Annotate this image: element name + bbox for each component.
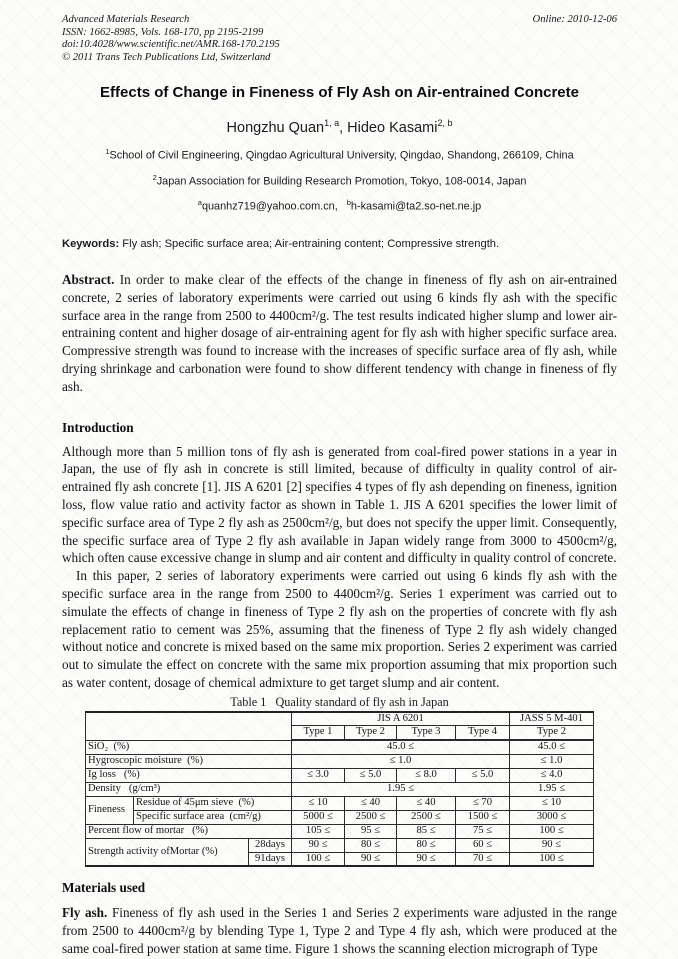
flow-type4: 75 ≤ xyxy=(456,824,510,838)
table-row-moisture xyxy=(85,754,593,768)
affiliation-2-text: Japan Association for Building Research Promotion, Tokyo, 108-0014, Japan xyxy=(156,175,527,188)
author-2-superscript: 2, b xyxy=(437,118,453,129)
residue-jass: ≤ 10 xyxy=(510,796,594,810)
author-1-name: Hongzhu Quan xyxy=(226,120,325,137)
row-label-residue: Residue of 45μm sieve (%) xyxy=(133,796,291,810)
keywords-label: Keywords: xyxy=(62,238,120,251)
issn-line: ISSN: 1662-8985, Vols. 168-170, pp 2195-2199 xyxy=(62,26,264,38)
type-header-jass: Type 2 xyxy=(510,726,594,740)
type-header-2: Type 2 xyxy=(345,726,397,740)
section-heading-introduction: Introduction xyxy=(62,419,134,435)
igloss-jass: ≤ 4.0 xyxy=(510,768,594,782)
authors-line xyxy=(62,113,617,138)
affiliation-1 xyxy=(62,144,617,164)
sio2-jis-value: 45.0 ≤ xyxy=(292,740,510,754)
moisture-jass-value: ≤ 1.0 xyxy=(510,754,594,768)
flow-type1: 105 ≤ xyxy=(292,824,345,838)
table-row-header-groups xyxy=(85,712,593,726)
igloss-type4: ≤ 5.0 xyxy=(456,768,510,782)
journal-name: Advanced Materials Research xyxy=(62,14,190,25)
affiliation-2-superscript: 2 xyxy=(152,172,157,182)
igloss-type1: ≤ 3.0 xyxy=(292,768,345,782)
residue-type4: ≤ 70 xyxy=(456,796,510,810)
type-header-1: Type 1 xyxy=(292,726,345,740)
residue-type1: ≤ 10 xyxy=(292,796,345,810)
keywords-line xyxy=(62,237,617,252)
density-jis-value: 1.95 ≤ xyxy=(292,782,510,796)
paper-title: Effects of Change in Fineness of Fly Ash on Air-entrained Concrete xyxy=(100,84,579,102)
table-row-flow xyxy=(85,824,593,838)
column-group-jis: JIS A 6201 xyxy=(292,712,510,726)
residue-type2: ≤ 40 xyxy=(345,796,397,810)
abstract-label: Abstract. xyxy=(62,272,115,288)
igloss-type3: ≤ 8.0 xyxy=(397,768,456,782)
row-label-91days: 91days xyxy=(248,852,291,866)
strength91-type4: 70 ≤ xyxy=(456,852,510,866)
abstract-text: In order to make clear of the effects of the change in fineness of fly ash on air-entrained concrete, 2 series of laboratory experiments were carried out using 6 kinds fly ash with the specific surface area in the range from 2500 to 4400cm²/g. The test results indicated higher slump and lower air-entraining content and higher dosage of air-entraining agent for fly ash with higher specific surface area. Compressive strength was found to increase with the increases of specific surface area of fly ash, while drying shrinkage and carbonation were found to show different tendency with change in fineness of fly ash. xyxy=(62,272,617,394)
email-a: quanhz719@yahoo.com.cn, xyxy=(201,201,338,214)
table1-caption: Table 1 Quality standard of fly ash in Japan xyxy=(230,694,449,709)
sio2-jass-value: 45.0 ≤ xyxy=(510,740,594,754)
table-row-strength-28d xyxy=(85,838,593,852)
email-b-superscript: b xyxy=(346,198,351,208)
journal-header xyxy=(62,14,617,64)
row-label-igloss: Ig loss (%) xyxy=(85,768,291,782)
emails-line xyxy=(62,195,617,215)
strength91-type3: 90 ≤ xyxy=(397,852,456,866)
author-2-name: Hideo Kasami xyxy=(347,120,438,137)
row-label-fineness: Fineness xyxy=(85,796,133,824)
surface-type2: 2500 ≤ xyxy=(345,810,397,824)
email-a-superscript: a xyxy=(197,198,202,208)
surface-jass: 3000 ≤ xyxy=(510,810,594,824)
table-row-fineness-residue xyxy=(85,796,593,810)
author-separator: , xyxy=(339,120,348,137)
keywords-text: Fly ash; Specific surface area; Air-entraining content; Compressive strength. xyxy=(119,238,500,251)
intro-paragraph-2: In this paper, 2 series of laboratory experiments were carried out using 6 kinds fly ash with the specific surface area in the range from 2500 to 4400cm²/g. Series 1 experiment was carried out to simulate the effects of change in fineness of Type 2 fly ash on the properties of concrete with fly ash replacement ratio to cement was 25%, assuming that the fineness of Type 2 fly ash widely changed without notice and concrete is mixed based on the same mix proportion. Series 2 experiment was carried out to simulate the effect on concrete with the same mix proportion assuming that mix proportion such as water content, dosage of chemical admixture to get target slump and air content. xyxy=(62,568,617,691)
moisture-jis-value: ≤ 1.0 xyxy=(292,754,510,768)
doi-line: doi:10.4028/www.scientific.net/AMR.168-170.2195 xyxy=(62,39,280,51)
strength28-type1: 90 ≤ xyxy=(292,838,345,852)
affiliation-1-text: School of Civil Engineering, Qingdao Agricultural University, Qingdao, Shandong, 266109, China xyxy=(109,149,574,162)
row-label-strength: Strength activity ofMortar (%) xyxy=(85,838,248,866)
fly-ash-text: Fineness of fly ash used in the Series 1 and Series 2 experiments ware adjusted in the range from 2500 to 4400cm²/g by blending Type 1, Type 2 and Type 4 fly ash, which were produced at the same coal-fired power station at same time. Figure 1 shows the scanning election micrograph of Type xyxy=(62,905,617,956)
fly-ash-label: Fly ash. xyxy=(62,905,108,921)
section-heading-materials-used: Materials used xyxy=(62,880,146,896)
density-jass-value: 1.95 ≤ xyxy=(510,782,594,796)
table-corner-cell xyxy=(85,712,291,740)
strength91-type2: 90 ≤ xyxy=(345,852,397,866)
flow-type2: 95 ≤ xyxy=(345,824,397,838)
row-label-density: Density (g/cm³) xyxy=(85,782,291,796)
strength91-type1: 100 ≤ xyxy=(292,852,345,866)
table-row-sio2 xyxy=(85,740,593,754)
row-label-28days: 28days xyxy=(248,838,291,852)
table-row-fineness-surface xyxy=(85,810,593,824)
email-b: h-kasami@ta2.so-net.ne.jp xyxy=(350,201,482,214)
online-date: Online: 2010-12-06 xyxy=(532,14,617,25)
flow-jass: 100 ≤ xyxy=(510,824,594,838)
abstract-paragraph xyxy=(62,271,617,396)
strength28-type3: 80 ≤ xyxy=(397,838,456,852)
row-label-flow: Percent flow of mortar (%) xyxy=(85,824,291,838)
row-label-surface: Specific surface area (cm²/g) xyxy=(133,810,291,824)
intro-paragraph-1: Although more than 5 million tons of fly ash is generated from coal-fired power stations in a year in Japan, the use of fly ash in concrete is still limited, because of difficulty in quality control of air-entrained fly ash concrete [1]. JIS A 6201 [2] specifies 4 types of fly ash depending on fineness, ignition loss, flow value ratio and activity factor as shown in Table 1. JIS A 6201 specifies the lower limit of specific surface area of Type 2 fly ash as 2500cm²/g, but does not specify the upper limit. Consequently, the specific surface area of Type 2 fly ash available in Japan widely range from 3000 to 4500cm²/g, which often cause excessive change in slump and air content and difficulty in quality control of concrete. xyxy=(62,443,617,566)
affiliation-1-superscript: 1 xyxy=(105,147,110,157)
row-label-sio2: SiO₂ (%) xyxy=(85,740,291,754)
igloss-type2: ≤ 5.0 xyxy=(345,768,397,782)
column-group-jass: JASS 5 M-401 xyxy=(510,712,594,726)
surface-type3: 2500 ≤ xyxy=(397,810,456,824)
affiliation-2 xyxy=(62,170,617,190)
quality-standard-table xyxy=(85,711,594,867)
flow-type3: 85 ≤ xyxy=(397,824,456,838)
type-header-3: Type 3 xyxy=(397,726,456,740)
strength28-jass: 90 ≤ xyxy=(510,838,594,852)
surface-type1: 5000 ≤ xyxy=(292,810,345,824)
strength91-jass: 100 ≤ xyxy=(510,852,594,866)
strength28-type4: 60 ≤ xyxy=(456,838,510,852)
strength28-type2: 80 ≤ xyxy=(345,838,397,852)
surface-type4: 1500 ≤ xyxy=(456,810,510,824)
table-row-density xyxy=(85,782,593,796)
row-label-moisture: Hygroscopic moisture (%) xyxy=(85,754,291,768)
journal-header-left xyxy=(62,14,280,64)
fly-ash-paragraph xyxy=(62,904,617,957)
copyright-line: © 2011 Trans Tech Publications Ltd, Switzerland xyxy=(62,51,271,63)
type-header-4: Type 4 xyxy=(456,726,510,740)
table-row-igloss xyxy=(85,768,593,782)
residue-type3: ≤ 40 xyxy=(397,796,456,810)
author-1-superscript: 1, a xyxy=(324,118,340,129)
